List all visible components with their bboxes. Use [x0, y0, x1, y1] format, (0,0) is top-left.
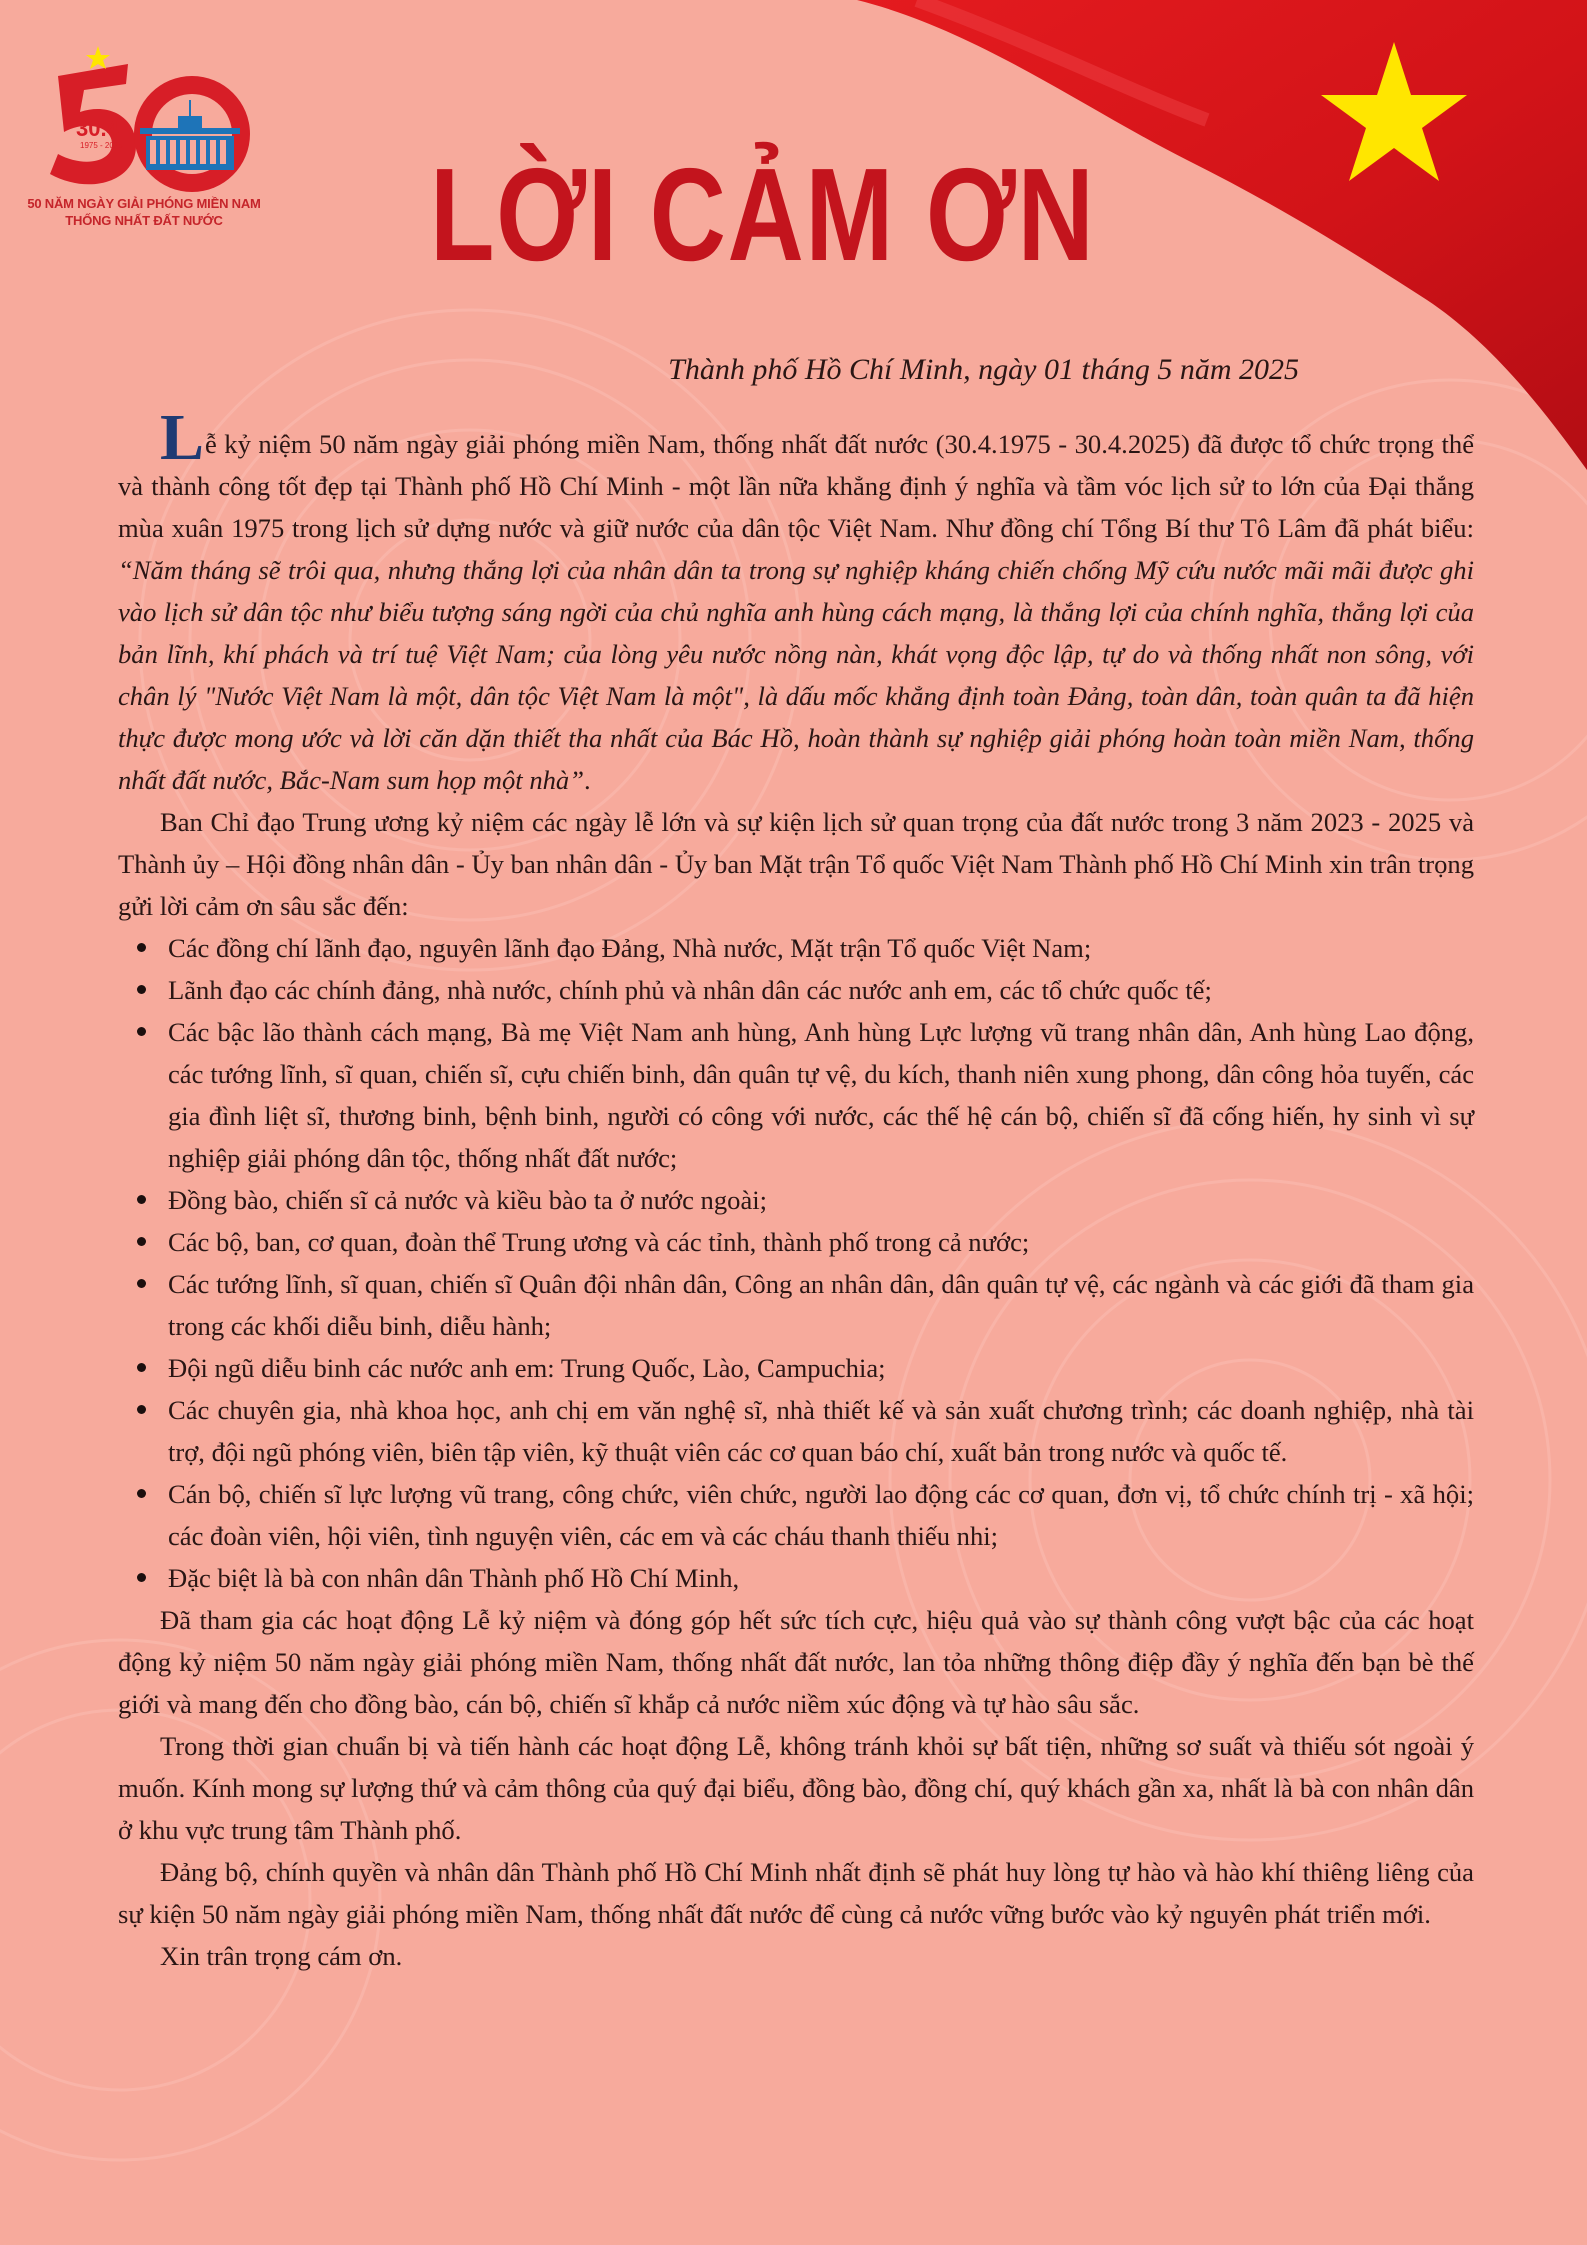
list-item: Các chuyên gia, nhà khoa học, anh chị em văn nghệ sĩ, nhà thiết kế và sản xuất chương trình; các doanh nghiệp, nhà tài trợ, đội ngũ phóng viên, biên tập viên, kỹ thuật viên các cơ quan báo chí, xuất bản trong nước và quốc tế.	[168, 1389, 1474, 1473]
list-item: Đội ngũ diễu binh các nước anh em: Trung Quốc, Lào, Campuchia;	[168, 1347, 1474, 1389]
body-paragraph: Đã tham gia các hoạt động Lễ kỷ niệm và đóng góp hết sức tích cực, hiệu quả vào sự thành công vượt bậc của các hoạt động kỷ niệm 50 năm ngày giải phóng miền Nam, thống nhất đất nước, lan tỏa những thông điệp đầy ý nghĩa đến bạn bè thế giới và mang đến cho đồng bào, cán bộ, chiến sĩ khắp cả nước niềm xúc động và tự hào sâu sắc.	[118, 1605, 1474, 1719]
body-paragraph: Trong thời gian chuẩn bị và tiến hành các hoạt động Lễ, không tránh khỏi sự bất tiện, những sơ suất và thiếu sót ngoài ý muốn. Kính mong sự lượng thứ và cảm thông của quý đại biểu, đồng bào, đồng chí, quý khách gần xa, nhất là bà con nhân dân ở khu vực trung tâm Thành phố.	[118, 1731, 1474, 1845]
intro-end: .	[584, 765, 591, 795]
letter-body	[118, 401, 1474, 1977]
list-item: Các bậc lão thành cách mạng, Bà mẹ Việt Nam anh hùng, Anh hùng Lực lượng vũ trang nhân dân, Anh hùng Lao động, các tướng lĩnh, sĩ quan, chiến sĩ, cựu chiến binh, dân quân tự vệ, du kích, thanh niên xung phong, dân công hỏa tuyến, các gia đình liệt sĩ, thương binh, bệnh binh, người có công với nước, các thế hệ cán bộ, chiến sĩ đã cống hiến, hy sinh vì sự nghiệp giải phóng dân tộc, thống nhất đất nước;	[168, 1011, 1474, 1179]
body-paragraph: Đảng bộ, chính quyền và nhân dân Thành phố Hồ Chí Minh nhất định sẽ phát huy lòng tự hào và hào khí thiêng liêng của sự kiện 50 năm ngày giải phóng miền Nam, thống nhất đất nước để cùng cả nước vững bước vào kỷ nguyên phát triển mới.	[118, 1857, 1474, 1929]
list-item: Lãnh đạo các chính đảng, nhà nước, chính phủ và nhân dân các nước anh em, các tổ chức quốc tế;	[168, 969, 1474, 1011]
list-item: Đặc biệt là bà con nhân dân Thành phố Hồ Chí Minh,	[168, 1557, 1474, 1599]
logo-caption-line2: THỐNG NHẤT ĐẤT NƯỚC	[65, 213, 223, 228]
dateline: Thành phố Hồ Chí Minh, ngày 01 tháng 5 năm 2025	[668, 353, 1299, 386]
logo-date-label: 30.4	[76, 116, 119, 141]
intro-paragraph	[118, 401, 1474, 801]
logo-star-icon	[86, 46, 110, 69]
list-item: Cán bộ, chiến sĩ lực lượng vũ trang, công chức, viên chức, người lao động các cơ quan, đơn vị, tổ chức chính trị - xã hội; các đoàn viên, hội viên, tình nguyện viên, các em và các cháu thanh thiếu nhi;	[168, 1473, 1474, 1557]
page-title: LỜI CẢM ƠN	[430, 141, 1096, 288]
logo-years-label: 1975 - 2025	[80, 141, 123, 150]
closing-line: Xin trân trọng cám ơn.	[160, 1941, 403, 1971]
logo-caption	[24, 195, 264, 229]
list-item: Các bộ, ban, cơ quan, đoàn thể Trung ương và các tỉnh, thành phố trong cả nước;	[168, 1221, 1474, 1263]
logo-caption-line1: 50 NĂM NGÀY GIẢI PHÓNG MIỀN NAM	[27, 196, 261, 211]
list-item: Các tướng lĩnh, sĩ quan, chiến sĩ Quân đội nhân dân, Công an nhân dân, dân quân tự vệ, các ngành và các giới đã tham gia trong các khối diễu binh, diễu hành;	[168, 1263, 1474, 1347]
list-item: Đồng bào, chiến sĩ cả nước và kiều bào ta ở nước ngoài;	[168, 1179, 1474, 1221]
list-item: Các đồng chí lãnh đạo, nguyên lãnh đạo Đảng, Nhà nước, Mặt trận Tổ quốc Việt Nam;	[168, 927, 1474, 969]
thanks-intro-paragraph: Ban Chỉ đạo Trung ương kỷ niệm các ngày lễ lớn và sự kiện lịch sử quan trọng của đất nước trong 3 năm 2023 - 2025 và Thành ủy – Hội đồng nhân dân - Ủy ban nhân dân - Ủy ban Mặt trận Tổ quốc Việt Nam Thành phố Hồ Chí Minh xin trân trọng gửi lời cảm ơn sâu sắc đến:	[118, 807, 1474, 921]
drop-cap: L	[160, 401, 205, 474]
intro-quote: “Năm tháng sẽ trôi qua, nhưng thắng lợi của nhân dân ta trong sự nghiệp kháng chiến chống Mỹ cứu nước mãi mãi được ghi vào lịch sử dân tộc như biểu tượng sáng ngời của chủ nghĩa anh hùng cách mạng, là thắng lợi của chính nghĩa, thắng lợi của bản lĩnh, khí phách và trí tuệ Việt Nam; của lòng yêu nước nồng nàn, khát vọng độc lập, tự do và thống nhất non sông, với chân lý "Nước Việt Nam là một, dân tộc Việt Nam là một", là dấu mốc khẳng định toàn Đảng, toàn dân, toàn quân ta đã hiện thực được mong ước và lời căn dặn thiết tha nhất của Bác Hồ, hoàn thành sự nghiệp giải phóng hoàn toàn miền Nam, thống nhất đất nước, Bắc-Nam sum họp một nhà”	[118, 555, 1474, 795]
intro-text: ễ kỷ niệm 50 năm ngày giải phóng miền Nam, thống nhất đất nước (30.4.1975 - 30.4.2025) đã được tổ chức trọng thể và thành công tốt đẹp tại Thành phố Hồ Chí Minh - một lần nữa khẳng định ý nghĩa và tầm vóc lịch sử to lớn của Đại thắng mùa xuân 1975 trong lịch sử dựng nước và giữ nước của dân tộc Việt Nam. Như đồng chí Tổng Bí thư Tô Lâm đã phát biểu:	[118, 429, 1474, 543]
thanks-list	[118, 927, 1474, 1599]
